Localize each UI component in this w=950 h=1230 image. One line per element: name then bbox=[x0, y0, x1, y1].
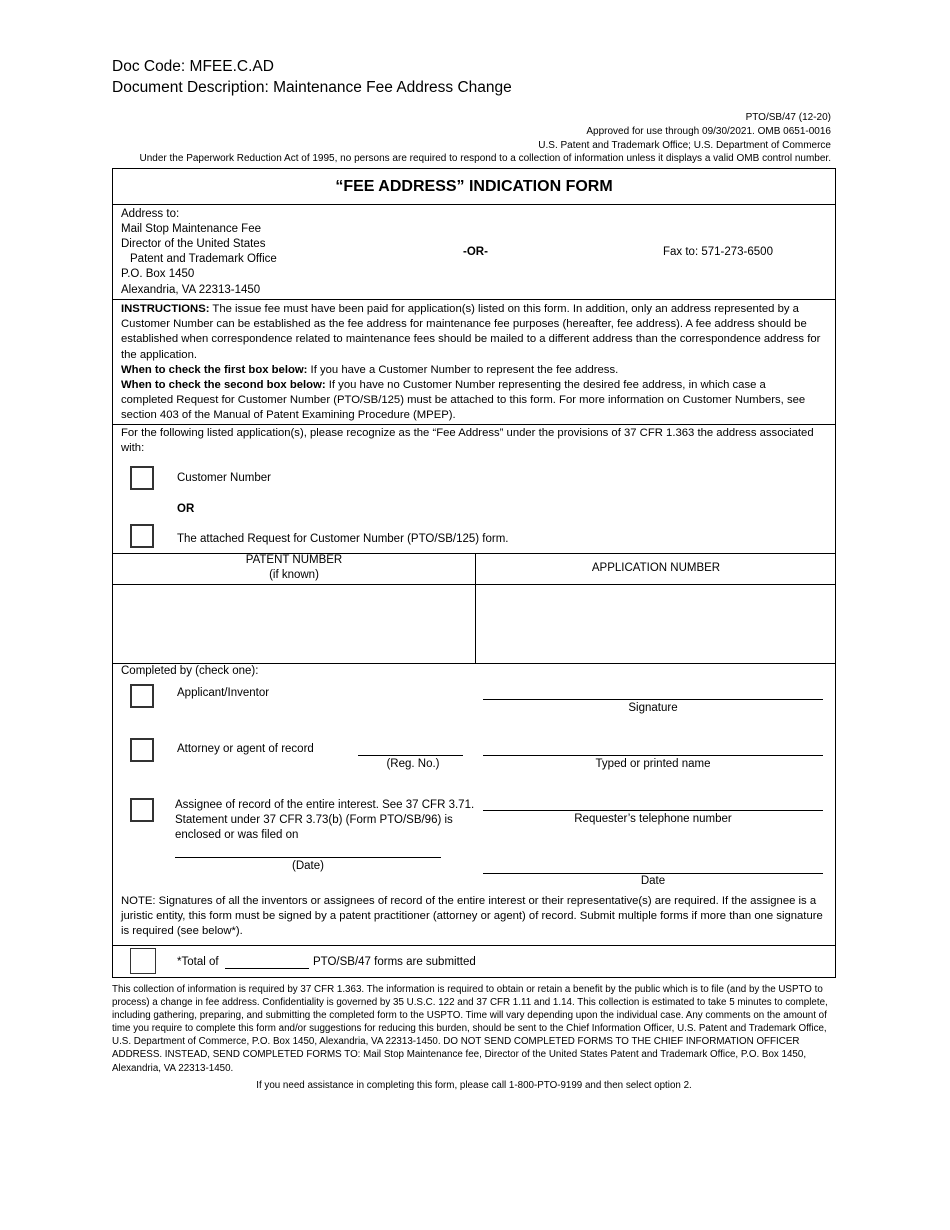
patent-number-field[interactable] bbox=[115, 586, 473, 662]
applicant-label: Applicant/Inventor bbox=[177, 687, 270, 699]
reg-number-line[interactable] bbox=[358, 755, 463, 756]
recognize-text: For the following listed application(s), please recognize as the “Fee Address” under the provisions of 37 CFR 1.363 the address associated with: bbox=[121, 427, 814, 455]
fee-address-form bbox=[112, 168, 836, 978]
completed-by-label: Completed by (check one): bbox=[121, 665, 259, 677]
address-line: Address to: bbox=[121, 208, 180, 220]
assignee-line: enclosed or was filed on bbox=[175, 829, 299, 841]
telephone-label: Requester’s telephone number bbox=[574, 813, 732, 825]
attached-request-label: The attached Request for Customer Number (PTO/SB/125) form. bbox=[177, 533, 509, 545]
application-number-field[interactable] bbox=[478, 586, 834, 662]
attached-request-checkbox[interactable] bbox=[130, 524, 154, 548]
agency-line: U.S. Patent and Trademark Office; U.S. Department of Commerce bbox=[538, 140, 831, 151]
fax-number: Fax to: 571-273-6500 bbox=[663, 246, 773, 258]
doc-code: Doc Code: MFEE.C.AD bbox=[112, 58, 274, 75]
reg-number-label: (Reg. No.) bbox=[386, 758, 440, 770]
instructions-label: INSTRUCTIONS: bbox=[121, 303, 210, 315]
total-suffix: PTO/SB/47 forms are submitted bbox=[313, 956, 476, 968]
attorney-label: Attorney or agent of record bbox=[177, 743, 314, 755]
address-line: Director of the United States bbox=[121, 238, 266, 250]
typed-name-line[interactable] bbox=[483, 755, 823, 756]
paperwork-notice: Under the Paperwork Reduction Act of 1995, no persons are required to respond to a collection of information unless it displays a valid OMB control number. bbox=[139, 153, 831, 164]
signature-label: Signature bbox=[628, 702, 678, 714]
burden-statement: This collection of information is required by 37 CFR 1.363. The information is required to obtain or retain a benefit by the public which is to file (and by the USPTO to process) a change in fee address. Confidentiality is governed by 35 U.S.C. 122 and 37 CFR 1.11 and 1.14. This collection is estimated to take 5 minutes to complete, including gathering, preparing, and submitting the completed form to the USPTO. Time will vary depending upon the individual case. Any comments on the amount of time you require to complete this form and/or suggestions for reducing this burden, should be sent to the Chief Information Officer, U.S. Patent and Trademark Office, U.S. Department of Commerce, P.O. Box 1450, Alexandria, VA 22313-1450. DO NOT SEND COMPLETED FORMS TO THE CHIEF INFORMATION OFFICER ADDRESS. INSTEAD, SEND COMPLETED FORMS TO: Mail Stop Maintenance fee, Director of the United States Patent and Trademark Office, P.O. Box 1450, Alexandria, VA 22313-1450. bbox=[112, 984, 828, 1074]
form-number: PTO/SB/47 (12-20) bbox=[745, 112, 831, 123]
assistance-line: If you need assistance in completing this form, please call 1-800-PTO-9199 and then select option 2. bbox=[256, 1080, 692, 1091]
first-box-text: If you have a Customer Number to represent the fee address. bbox=[307, 363, 619, 376]
patent-number-header: PATENT NUMBER bbox=[245, 554, 343, 566]
application-number-header: APPLICATION NUMBER bbox=[591, 562, 721, 574]
second-box-label: When to check the second box below: bbox=[121, 379, 326, 392]
filing-date-label: (Date) bbox=[292, 860, 324, 872]
instructions bbox=[121, 302, 821, 424]
omb-approval: Approved for use through 09/30/2021. OMB 0651-0016 bbox=[586, 126, 831, 137]
address-line: Patent and Trademark Office bbox=[130, 253, 277, 265]
form-title: “FEE ADDRESS” INDICATION FORM bbox=[335, 178, 613, 195]
assignee-checkbox[interactable] bbox=[130, 798, 154, 822]
assignee-line: Assignee of record of the entire interest. See 37 CFR 3.71. bbox=[175, 799, 475, 811]
or-separator: -OR- bbox=[463, 246, 488, 258]
address-line: Alexandria, VA 22313-1450 bbox=[121, 284, 261, 296]
assignee-line: Statement under 37 CFR 3.73(b) (Form PTO/SB/96) is bbox=[175, 814, 453, 826]
customer-number-checkbox[interactable] bbox=[130, 466, 154, 490]
customer-number-label: Customer Number bbox=[177, 472, 271, 484]
attorney-checkbox[interactable] bbox=[130, 738, 154, 762]
filing-date-line[interactable] bbox=[175, 857, 441, 858]
instructions-text: The issue fee must have been paid for application(s) listed on this form. In addition, only an address represented by a Customer Number can be established as the fee address for maintenance fee purposes (hereafter, fee address). A fee address should be established when correspondence related to maintenance fees should be mailed to a different address than the correspondence address for the application. bbox=[121, 303, 821, 361]
divider bbox=[113, 584, 835, 585]
total-prefix: *Total of bbox=[177, 956, 219, 968]
address-line: P.O. Box 1450 bbox=[121, 268, 195, 280]
signature-line[interactable] bbox=[483, 699, 823, 700]
patent-number-subheader: (if known) bbox=[269, 569, 319, 581]
option-or: OR bbox=[177, 503, 195, 515]
signature-note: NOTE: Signatures of all the inventors or assignees of record of the entire interest or their representative(s) are required. If the assignee is a juristic entity, this form must be signed by a patent practitioner (attorney or agent) of record. Submit multiple forms if more than one signature is required (see below*). bbox=[121, 895, 823, 938]
divider bbox=[113, 424, 835, 425]
divider bbox=[113, 945, 835, 946]
telephone-line[interactable] bbox=[483, 810, 823, 811]
total-checkbox[interactable] bbox=[130, 948, 156, 974]
address-line: Mail Stop Maintenance Fee bbox=[121, 223, 261, 235]
date-label: Date bbox=[640, 875, 666, 887]
first-box-label: When to check the first box below: bbox=[121, 363, 308, 376]
applicant-checkbox[interactable] bbox=[130, 684, 154, 708]
second-box-text: If you have no Customer Number representing the desired fee address, in which case a completed Request for Customer Number (PTO/SB/125) must be attached to this form. For more information on Customer Numbers, see section 403 of the Manual of Patent Examining Procedure (MPEP). bbox=[121, 379, 806, 422]
divider bbox=[113, 204, 835, 205]
document-description: Document Description: Maintenance Fee Address Change bbox=[112, 79, 512, 96]
typed-name-label: Typed or printed name bbox=[595, 758, 711, 770]
total-count-field[interactable] bbox=[225, 968, 309, 969]
divider bbox=[113, 299, 835, 300]
